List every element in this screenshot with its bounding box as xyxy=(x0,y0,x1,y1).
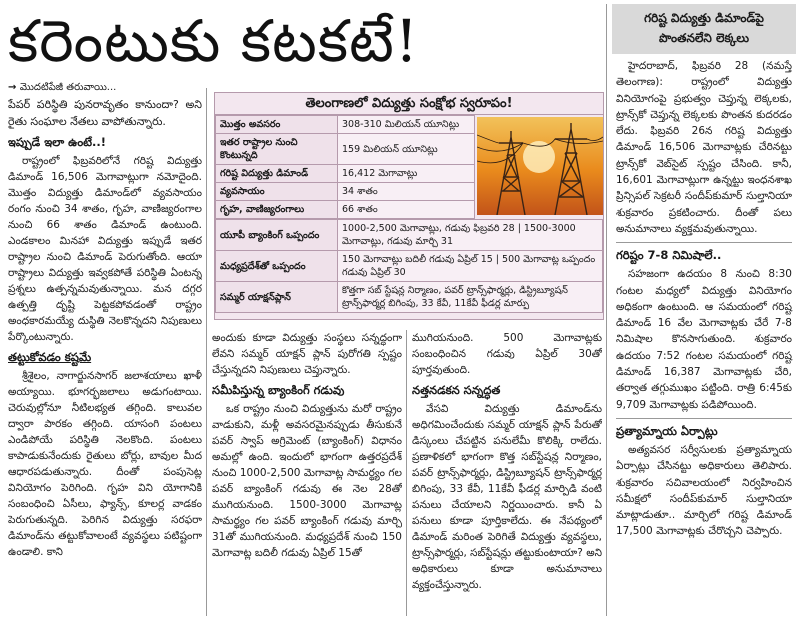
table xyxy=(215,115,475,219)
table-value: 308-310 మిలియన్‌ యూనిట్లు xyxy=(338,116,475,134)
table-row xyxy=(216,282,603,313)
table-row xyxy=(216,220,603,251)
table-row xyxy=(216,116,475,134)
paragraph: అందుకు కూడా విద్యుత్తు సంస్థలు సన్నద్ధంగా లేవని సమ్మర్‌ యాక్షన్‌ ప్లాన్‌ పురోగతి స్పష్టం చేస్తున్నదని నిపుణులు చెప్తున్నారు. xyxy=(212,332,402,376)
subhead-readiness: నత్తనడకన సన్నద్ధత xyxy=(412,383,501,397)
table-key: సమ్మర్‌ యాక్షన్‌ప్లాన్‌ xyxy=(216,282,338,313)
sidebar-body xyxy=(612,54,796,540)
table-value: 16,412 మెగావాట్లు xyxy=(338,165,475,183)
transmission-tower-icon xyxy=(477,117,603,215)
sidebar-article xyxy=(612,4,796,616)
table-lower xyxy=(215,219,603,313)
table-key: మధ్యప్రదేశ్‌తో ఒప్పందం xyxy=(216,251,338,282)
paragraph: శ్రీశైలం, నాగార్జునసాగర్‌ జలాశయాలు ఖాళీ అయ్యాయి. భూగర్భజలాలు అడుగంటాయి. చెరువుల్లోనూ నీటిలభ్యత తగ్గింది. కాలువల ద్వారా పారకం తగ్గింది. యాసంగి పంటలు ఎండిపోయే పరిస్థితి నెలకొంది. పంటలు కాపాడుకునేందుకు రైతులు బోర్లు, బావుల మీద ఆధారపడుతున్నారు. దీంతో పంపుసెట్ల వినియోగం పెరిగింది. గృహ విని యోగానికి సంబంధించి ఏసీలు, ఫ్యాన్స్‌, కూలర్ల వాడకం పెరుగుతున్నది. పెరిగిన విద్యుత్తు సరఫరా డిమాండ్‌ను తట్టుకోవాలంటే వ్యవస్థలు పటిష్టంగా ఉండాలి. కాని xyxy=(8,370,202,558)
paragraph: ఒక రాష్ట్రం నుంచి విద్యుత్తును మరో రాష్ట్రం వాడుకుని, మళ్లీ అవసరమైనప్పుడు తీసుకునే పవర్‌ స్వాప్‌ అగ్రిమెంట్‌ (బ్యాంకింగ్‌) విధానం అమల్లో ఉంది. ఇందులో భాగంగా ఉత్తరప్రదేశ్‌ నుంచి 1000-2,500 మెగావాట్ల సామర్థ్యం గల పవర్‌ బ్యాంకింగ్‌ గడువు ఈ నెల 28తో ముగియనుంది. 1500-3000 మెగావాట్ల సామర్థ్యం గల పవర్‌ బ్యాంకింగ్‌ గడువు మార్చి 31తో ముగియనుంది. మధ్యప్రదేశ్‌ నుంచి 150 మెగావాట్ల బదిలీ గడువు ఏప్రిల్‌ 15తో xyxy=(212,403,402,559)
table-value: 1000-2,500 మెగావాట్లు, గడువు ఫిబ్రవరి 28 | 1500-3000 మెగావాట్లు, గడువు మార్చి 31 xyxy=(338,220,603,251)
sidebar-title: గరిష్ట విద్యుత్తు డిమాండ్‌పై పొంతనలేని లెక్కలు xyxy=(612,4,796,54)
subhead-banking: సమీపిస్తున్న బ్యాంకింగ్‌ గడువు xyxy=(212,383,345,397)
deck: పేపర్‌ పరిస్థితి పునరావృతం కానుందా? అని రైతు సంఘాల నేతలు వాపోతున్నారు. xyxy=(8,98,202,128)
paragraph: హైదరాబాద్‌, ఫిబ్రవరి 28 (నమస్తే తెలంగాణ): రాష్ట్రంలో విద్యుత్తు వినియోగంపై ప్రభుత్వం చెప్తున్న లెక్కలకు, ట్రాన్స్‌కో చెప్తున్న లెక్కలకు పొంతన కుదరడం లేదు. ఫిబ్రవరి 26న గరిష్ట విద్యుత్తు డిమాండ్‌ 16,506 మెగావాట్లకు చేరినట్టు ట్రాన్స్‌కో వెబ్‌సైట్‌ స్పష్టం చేసింది. కానీ, 16,601 మెగావాట్లుగా ఉన్నట్టు ఇంధనశాఖ ప్రిన్సిపల్‌ సెక్రటరీ సందీప్‌కుమార్‌ సుల్తానియా శుక్రవారం ప్రకటించారు. దీంతో పలు అనుమానాలు వ్యక్తమవుతున్నాయి. xyxy=(616,60,792,235)
headline: కరెంటుకు కటకటే! xyxy=(8,7,420,75)
table-key: వ్యవసాయం xyxy=(216,183,338,201)
paragraph: సహజంగా ఉదయం 8 నుంచి 8:30 గంటల మధ్యలో విద్యుత్తు వినియోగం అధికంగా ఉంటుంది. ఆ సమయంలో గరిష్ట డిమాండ్‌ 16 వేల మెగావాట్లకు చేరే 7-8 నిమిషాల కొనసాగుతుంది. శుక్రవారం ఉదయం 7:52 గంటల సమయంలో గరిష్ట డిమాండ్‌ 16,387 మెగావాట్లకు చేరి, తర్వాత తగ్గుముఖం పట్టింది. రాత్రి 6:45కు 9,709 మెగావాట్లకు పడిపోయింది. xyxy=(616,268,792,411)
table-value: 159 మిలియన్‌ యూనిట్లు xyxy=(338,134,475,165)
subhead-now: ఇప్పుడే ఇలా ఉంటే..! xyxy=(8,135,107,149)
subhead-alternatives: ప్రత్యామ్నాయ ఏర్పాట్లు xyxy=(616,418,792,440)
middle-column xyxy=(212,330,402,616)
table-key: గరిష్ట విద్యుత్తు డిమాండ్‌ xyxy=(216,165,338,183)
left-column xyxy=(8,80,202,616)
power-crisis-table xyxy=(214,92,604,320)
table-value: 150 మెగావాట్లు బదిలీ గడువు ఏప్రిల్‌ 15 | 500 మెగావాట్ల ఒప్పందం గడువు ఏప్రిల్‌ 30 xyxy=(338,251,603,282)
paragraph: రాష్ట్రంలో ఫిబ్రవరిలోనే గరిష్ట విద్యుత్తు డిమాండ్‌ 16,506 మెగావాట్లుగా నమోదైంది. మొత్తం విద్యుత్తు డిమాండ్‌లో వ్యవసాయం రంగం నుంచి 34 శాతం, గృహ, వాణిజ్యరంగాల నుంచి 66 శాతం డిమాండ్‌ ఉంటుంది. ఎండకాలం మినహా విద్యుత్తు ఇప్పుడే ఇతర రాష్ట్రాల నుంచి డిమాండ్‌ పెరుగుతోంది. ఆయా రాష్ట్రాలు విద్యుత్తు ఇవ్వకపోతే పరిస్థితి ఏంటన్న ప్రశ్నలు ఉత్పన్నమవుతున్నాయి. మన దగ్గర ఉత్పత్తి దృష్టి పెట్టకపోవడంతో రాష్ట్రం అంధకారమయ్యే దుస్థితి నెలకొన్నదని నిపుణులు పేర్కొంటున్నారు. xyxy=(8,155,202,343)
column-divider xyxy=(606,4,607,616)
table-value: 34 శాతం xyxy=(338,183,475,201)
table-row xyxy=(216,201,475,219)
table-title: తెలంగాణలో విద్యుత్తు సంక్షోభ స్వరూపం! xyxy=(215,93,603,115)
table-value: కొత్తగా సబ్‌ స్టేషన్ల నిర్మాణం, పవర్‌ ట్రాన్స్‌ఫార్మర్లు, డిస్ట్రిబ్యూషన్‌ ట్రాన్స్‌ఫార్మర్ల బిగింపు, 33 కేవీ, 11కేవీ ఫీడర్ల మార్పు xyxy=(338,282,603,313)
table-value: 66 శాతం xyxy=(338,201,475,219)
subhead-tough: తట్టుకోవడం కష్టమే xyxy=(8,350,92,364)
column-divider xyxy=(206,88,207,616)
subhead-peak: గరిష్టం 7-8 నిమిషాలే.. xyxy=(616,242,792,264)
power-tower-image xyxy=(477,117,603,215)
table-row xyxy=(216,165,475,183)
paragraph: అత్యవసర సర్వీసులకు ప్రత్యామ్నాయ ఏర్పాట్లు చేసినట్టు అధికారులు తెలిపారు. శుక్రవారం సచివాలయంలో నిర్వహించిన సమీక్షలో సందీప్‌కుమార్‌ సుల్తానియా మాట్లాడుతూ.. మార్చిలో గరిష్ట డిమాండ్‌ 17,500 మెగావాట్లకు చేరొచ్చని చెప్పారు. xyxy=(616,443,792,538)
paragraph: ముగియనుంది. 500 మెగావాట్లకు సంబంధించిన గడువు ఏప్రిల్‌ 30తో పూర్తవుతుంది. xyxy=(412,332,602,376)
kicker: → మొదటిపేజీ తరువాయి... xyxy=(8,82,117,93)
table-row xyxy=(216,251,603,282)
table-key: యూపీ బ్యాంకింగ్‌ ఒప్పందం xyxy=(216,220,338,251)
table-key: ఇతర రాష్ట్రాల నుంచి కొంటున్నది xyxy=(216,134,338,165)
table-key: గృహ, వాణిజ్యరంగాలు xyxy=(216,201,338,219)
table-row xyxy=(216,183,475,201)
paragraph: వేసవి విద్యుత్తు డిమాండ్‌ను అధిగమించేందుకు సమ్మర్‌ యాక్షన్‌ ప్లాన్‌ పేరుతో డిస్కంలు చేపట్టిన పనులేమీ కొలిక్కి రాలేదు. ప్రణాళికలో భాగంగా కొత్త సబ్‌స్టేషన్ల నిర్మాణం, పవర్‌ ట్రాన్స్‌ఫార్మర్లు, డిస్ట్రిబ్యూషన్‌ ట్రాన్స్‌ఫార్మర్ల బిగింపు, 33 కేవీ, 11కేవీ ఫీడర్ల మార్పిడి వంటి పనులు చేయాలని నిర్ణయించారు. కానీ ఏ పనులు కూడా పూర్తికాలేదు. ఈ నేపథ్యంలో డిమాండ్‌ మరింత పెరిగితే విద్యుత్తు వ్యవస్థలు, ట్రాన్స్‌ఫార్మర్లు, సబ్‌స్టేషన్లు తట్టుకుంటాయా? అని అధికారులు కూడా అనుమానాలు వ్యక్తంచేస్తున్నారు. xyxy=(412,403,602,591)
column-divider xyxy=(406,330,407,616)
third-column xyxy=(412,330,602,616)
table-row xyxy=(216,134,475,165)
table-key: మొత్తం అవసరం xyxy=(216,116,338,134)
